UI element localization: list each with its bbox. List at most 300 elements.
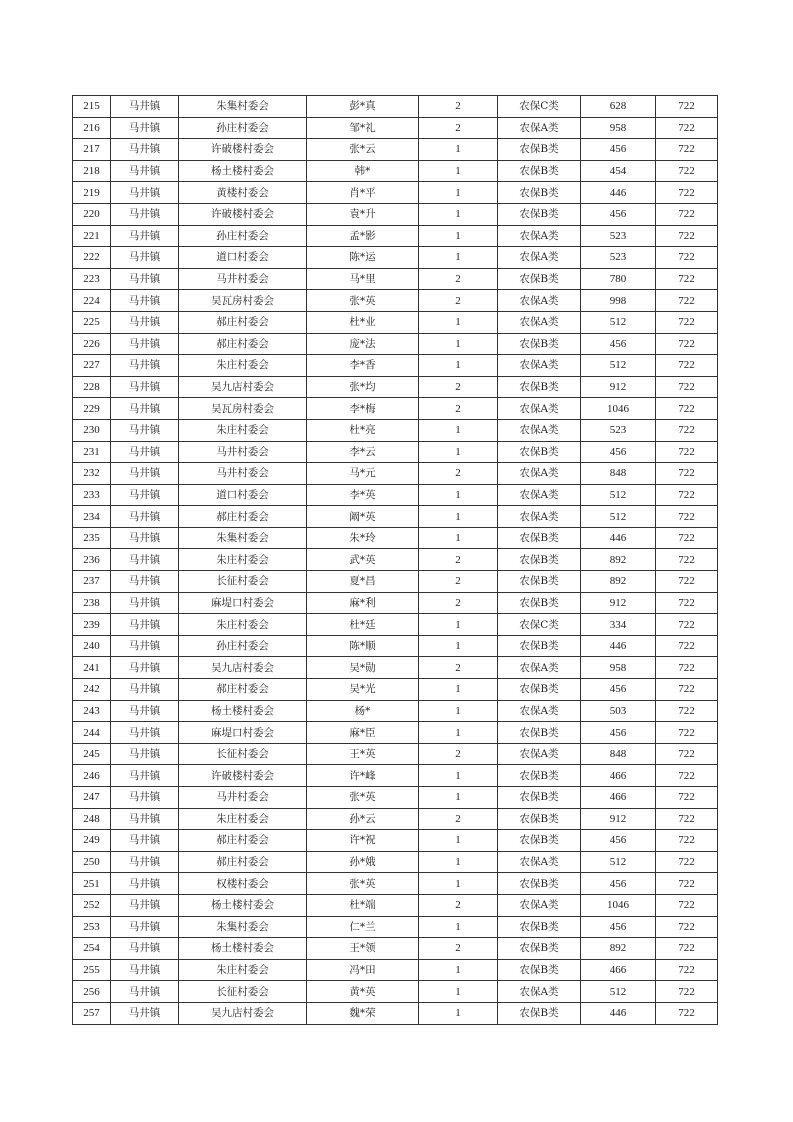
category-cell: 农保A类 — [498, 700, 581, 722]
category-cell: 农保B类 — [498, 549, 581, 571]
row-number-cell: 243 — [73, 700, 111, 722]
standard-cell: 722 — [656, 182, 718, 204]
amount-cell: 454 — [581, 160, 656, 182]
household-size-cell: 2 — [419, 463, 498, 485]
town-cell: 马井镇 — [111, 765, 179, 787]
name-cell: 夏*昌 — [307, 571, 419, 593]
name-cell: 袁*升 — [307, 203, 419, 225]
table-row — [73, 96, 718, 118]
town-cell: 马井镇 — [111, 743, 179, 765]
category-cell: 农保B类 — [498, 139, 581, 161]
amount-cell: 446 — [581, 527, 656, 549]
table-row — [73, 894, 718, 916]
category-cell: 农保B类 — [498, 722, 581, 744]
village-committee-cell: 郝庄村委会 — [179, 311, 307, 333]
standard-cell: 722 — [656, 592, 718, 614]
standard-cell: 722 — [656, 311, 718, 333]
village-committee-cell: 朱集村委会 — [179, 96, 307, 118]
village-committee-cell: 道口村委会 — [179, 247, 307, 269]
row-number-cell: 240 — [73, 635, 111, 657]
table-row — [73, 203, 718, 225]
village-committee-cell: 杨土楼村委会 — [179, 160, 307, 182]
town-cell: 马井镇 — [111, 722, 179, 744]
household-size-cell: 1 — [419, 959, 498, 981]
village-committee-cell: 吴九店村委会 — [179, 376, 307, 398]
amount-cell: 512 — [581, 484, 656, 506]
name-cell: 朱*玲 — [307, 527, 419, 549]
household-size-cell: 2 — [419, 571, 498, 593]
amount-cell: 512 — [581, 311, 656, 333]
name-cell: 韩* — [307, 160, 419, 182]
town-cell: 马井镇 — [111, 333, 179, 355]
standard-cell: 722 — [656, 549, 718, 571]
village-committee-cell: 杨土楼村委会 — [179, 700, 307, 722]
household-size-cell: 1 — [419, 247, 498, 269]
standard-cell: 722 — [656, 873, 718, 895]
household-size-cell: 1 — [419, 765, 498, 787]
standard-cell: 722 — [656, 376, 718, 398]
name-cell: 麻*利 — [307, 592, 419, 614]
village-committee-cell: 长征村委会 — [179, 743, 307, 765]
name-cell: 阚*英 — [307, 506, 419, 528]
row-number-cell: 242 — [73, 679, 111, 701]
table-row — [73, 419, 718, 441]
amount-cell: 512 — [581, 981, 656, 1003]
standard-cell: 722 — [656, 787, 718, 809]
town-cell: 马井镇 — [111, 571, 179, 593]
table-row — [73, 160, 718, 182]
row-number-cell: 224 — [73, 290, 111, 312]
town-cell: 马井镇 — [111, 311, 179, 333]
household-size-cell: 1 — [419, 851, 498, 873]
standard-cell: 722 — [656, 355, 718, 377]
household-size-cell: 2 — [419, 743, 498, 765]
row-number-cell: 257 — [73, 1002, 111, 1024]
amount-cell: 334 — [581, 614, 656, 636]
village-committee-cell: 朱集村委会 — [179, 916, 307, 938]
village-committee-cell: 孙庄村委会 — [179, 225, 307, 247]
amount-cell: 466 — [581, 765, 656, 787]
village-committee-cell: 朱庄村委会 — [179, 419, 307, 441]
table-row — [73, 938, 718, 960]
town-cell: 马井镇 — [111, 679, 179, 701]
household-size-cell: 1 — [419, 873, 498, 895]
beneficiary-table — [72, 95, 718, 1025]
row-number-cell: 254 — [73, 938, 111, 960]
name-cell: 王*领 — [307, 938, 419, 960]
category-cell: 农保A类 — [498, 117, 581, 139]
category-cell: 农保B类 — [498, 787, 581, 809]
table-row — [73, 117, 718, 139]
table-row — [73, 571, 718, 593]
category-cell: 农保B类 — [498, 635, 581, 657]
row-number-cell: 251 — [73, 873, 111, 895]
town-cell: 马井镇 — [111, 938, 179, 960]
category-cell: 农保A类 — [498, 355, 581, 377]
category-cell: 农保B类 — [498, 203, 581, 225]
amount-cell: 456 — [581, 333, 656, 355]
amount-cell: 456 — [581, 722, 656, 744]
household-size-cell: 1 — [419, 916, 498, 938]
name-cell: 杜*业 — [307, 311, 419, 333]
town-cell: 马井镇 — [111, 981, 179, 1003]
name-cell: 冯*田 — [307, 959, 419, 981]
table-row — [73, 268, 718, 290]
amount-cell: 456 — [581, 916, 656, 938]
town-cell: 马井镇 — [111, 506, 179, 528]
category-cell: 农保B类 — [498, 916, 581, 938]
category-cell: 农保A类 — [498, 290, 581, 312]
name-cell: 杨* — [307, 700, 419, 722]
village-committee-cell: 朱庄村委会 — [179, 614, 307, 636]
household-size-cell: 2 — [419, 398, 498, 420]
row-number-cell: 222 — [73, 247, 111, 269]
standard-cell: 722 — [656, 441, 718, 463]
standard-cell: 722 — [656, 203, 718, 225]
table-row — [73, 916, 718, 938]
standard-cell: 722 — [656, 743, 718, 765]
amount-cell: 456 — [581, 203, 656, 225]
name-cell: 庞*法 — [307, 333, 419, 355]
household-size-cell: 1 — [419, 722, 498, 744]
category-cell: 农保A类 — [498, 743, 581, 765]
town-cell: 马井镇 — [111, 484, 179, 506]
table-row — [73, 679, 718, 701]
household-size-cell: 1 — [419, 981, 498, 1003]
standard-cell: 722 — [656, 916, 718, 938]
amount-cell: 456 — [581, 679, 656, 701]
village-committee-cell: 孙庄村委会 — [179, 635, 307, 657]
village-committee-cell: 吴瓦房村委会 — [179, 398, 307, 420]
town-cell: 马井镇 — [111, 160, 179, 182]
household-size-cell: 1 — [419, 679, 498, 701]
table-body — [73, 96, 718, 1025]
row-number-cell: 221 — [73, 225, 111, 247]
household-size-cell: 1 — [419, 830, 498, 852]
table-row — [73, 247, 718, 269]
village-committee-cell: 郝庄村委会 — [179, 506, 307, 528]
table-row — [73, 139, 718, 161]
amount-cell: 628 — [581, 96, 656, 118]
amount-cell: 466 — [581, 787, 656, 809]
amount-cell: 892 — [581, 571, 656, 593]
town-cell: 马井镇 — [111, 894, 179, 916]
table-row — [73, 657, 718, 679]
town-cell: 马井镇 — [111, 851, 179, 873]
table-row — [73, 549, 718, 571]
household-size-cell: 1 — [419, 700, 498, 722]
row-number-cell: 217 — [73, 139, 111, 161]
table-row — [73, 290, 718, 312]
amount-cell: 456 — [581, 830, 656, 852]
amount-cell: 912 — [581, 592, 656, 614]
amount-cell: 446 — [581, 182, 656, 204]
row-number-cell: 239 — [73, 614, 111, 636]
village-committee-cell: 长征村委会 — [179, 981, 307, 1003]
household-size-cell: 1 — [419, 419, 498, 441]
village-committee-cell: 朱庄村委会 — [179, 959, 307, 981]
household-size-cell: 1 — [419, 1002, 498, 1024]
village-committee-cell: 朱集村委会 — [179, 527, 307, 549]
table-row — [73, 527, 718, 549]
category-cell: 农保A类 — [498, 225, 581, 247]
standard-cell: 722 — [656, 765, 718, 787]
household-size-cell: 2 — [419, 117, 498, 139]
town-cell: 马井镇 — [111, 1002, 179, 1024]
category-cell: 农保C类 — [498, 96, 581, 118]
name-cell: 张*英 — [307, 290, 419, 312]
name-cell: 王*英 — [307, 743, 419, 765]
standard-cell: 722 — [656, 700, 718, 722]
town-cell: 马井镇 — [111, 787, 179, 809]
category-cell: 农保A类 — [498, 398, 581, 420]
amount-cell: 523 — [581, 225, 656, 247]
town-cell: 马井镇 — [111, 419, 179, 441]
name-cell: 麻*臣 — [307, 722, 419, 744]
town-cell: 马井镇 — [111, 916, 179, 938]
standard-cell: 722 — [656, 419, 718, 441]
standard-cell: 722 — [656, 96, 718, 118]
village-committee-cell: 郝庄村委会 — [179, 830, 307, 852]
row-number-cell: 234 — [73, 506, 111, 528]
village-committee-cell: 孙庄村委会 — [179, 117, 307, 139]
row-number-cell: 219 — [73, 182, 111, 204]
name-cell: 李*云 — [307, 441, 419, 463]
household-size-cell: 2 — [419, 268, 498, 290]
standard-cell: 722 — [656, 614, 718, 636]
name-cell: 邹*礼 — [307, 117, 419, 139]
table-row — [73, 830, 718, 852]
row-number-cell: 215 — [73, 96, 111, 118]
table-row — [73, 635, 718, 657]
amount-cell: 912 — [581, 808, 656, 830]
village-committee-cell: 马井村委会 — [179, 441, 307, 463]
row-number-cell: 247 — [73, 787, 111, 809]
amount-cell: 998 — [581, 290, 656, 312]
town-cell: 马井镇 — [111, 290, 179, 312]
row-number-cell: 236 — [73, 549, 111, 571]
standard-cell: 722 — [656, 851, 718, 873]
amount-cell: 512 — [581, 506, 656, 528]
category-cell: 农保A类 — [498, 981, 581, 1003]
category-cell: 农保B类 — [498, 441, 581, 463]
standard-cell: 722 — [656, 808, 718, 830]
village-committee-cell: 马井村委会 — [179, 268, 307, 290]
table-row — [73, 311, 718, 333]
amount-cell: 892 — [581, 549, 656, 571]
amount-cell: 512 — [581, 355, 656, 377]
row-number-cell: 220 — [73, 203, 111, 225]
name-cell: 孙*云 — [307, 808, 419, 830]
village-committee-cell: 麻堤口村委会 — [179, 592, 307, 614]
household-size-cell: 1 — [419, 527, 498, 549]
name-cell: 张*英 — [307, 787, 419, 809]
category-cell: 农保A类 — [498, 506, 581, 528]
amount-cell: 780 — [581, 268, 656, 290]
standard-cell: 722 — [656, 679, 718, 701]
standard-cell: 722 — [656, 225, 718, 247]
town-cell: 马井镇 — [111, 182, 179, 204]
town-cell: 马井镇 — [111, 203, 179, 225]
town-cell: 马井镇 — [111, 700, 179, 722]
amount-cell: 446 — [581, 1002, 656, 1024]
category-cell: 农保B类 — [498, 938, 581, 960]
table-row — [73, 765, 718, 787]
household-size-cell: 2 — [419, 376, 498, 398]
town-cell: 马井镇 — [111, 635, 179, 657]
table-row — [73, 614, 718, 636]
row-number-cell: 256 — [73, 981, 111, 1003]
table-row — [73, 873, 718, 895]
table-row — [73, 398, 718, 420]
village-committee-cell: 朱庄村委会 — [179, 808, 307, 830]
village-committee-cell: 许破楼村委会 — [179, 139, 307, 161]
standard-cell: 722 — [656, 1002, 718, 1024]
category-cell: 农保A类 — [498, 484, 581, 506]
household-size-cell: 1 — [419, 333, 498, 355]
name-cell: 吴*勋 — [307, 657, 419, 679]
household-size-cell: 1 — [419, 225, 498, 247]
table-row — [73, 743, 718, 765]
household-size-cell: 1 — [419, 787, 498, 809]
standard-cell: 722 — [656, 398, 718, 420]
category-cell: 农保A类 — [498, 463, 581, 485]
household-size-cell: 1 — [419, 182, 498, 204]
name-cell: 魏*荣 — [307, 1002, 419, 1024]
amount-cell: 848 — [581, 743, 656, 765]
category-cell: 农保B类 — [498, 376, 581, 398]
amount-cell: 456 — [581, 139, 656, 161]
standard-cell: 722 — [656, 247, 718, 269]
row-number-cell: 248 — [73, 808, 111, 830]
table-row — [73, 355, 718, 377]
standard-cell: 722 — [656, 484, 718, 506]
amount-cell: 456 — [581, 441, 656, 463]
category-cell: 农保B类 — [498, 571, 581, 593]
table-row — [73, 592, 718, 614]
village-committee-cell: 杨土楼村委会 — [179, 894, 307, 916]
household-size-cell: 1 — [419, 441, 498, 463]
town-cell: 马井镇 — [111, 247, 179, 269]
amount-cell: 523 — [581, 419, 656, 441]
standard-cell: 722 — [656, 463, 718, 485]
household-size-cell: 2 — [419, 290, 498, 312]
town-cell: 马井镇 — [111, 527, 179, 549]
standard-cell: 722 — [656, 139, 718, 161]
name-cell: 张*英 — [307, 873, 419, 895]
village-committee-cell: 朱庄村委会 — [179, 549, 307, 571]
amount-cell: 523 — [581, 247, 656, 269]
row-number-cell: 255 — [73, 959, 111, 981]
row-number-cell: 228 — [73, 376, 111, 398]
village-committee-cell: 郝庄村委会 — [179, 333, 307, 355]
table-row — [73, 981, 718, 1003]
amount-cell: 958 — [581, 657, 656, 679]
standard-cell: 722 — [656, 333, 718, 355]
amount-cell: 1046 — [581, 894, 656, 916]
household-size-cell: 1 — [419, 139, 498, 161]
household-size-cell: 2 — [419, 894, 498, 916]
table-row — [73, 441, 718, 463]
table-row — [73, 225, 718, 247]
town-cell: 马井镇 — [111, 592, 179, 614]
category-cell: 农保A类 — [498, 419, 581, 441]
town-cell: 马井镇 — [111, 657, 179, 679]
standard-cell: 722 — [656, 506, 718, 528]
name-cell: 杜*廷 — [307, 614, 419, 636]
town-cell: 马井镇 — [111, 549, 179, 571]
household-size-cell: 2 — [419, 592, 498, 614]
name-cell: 吴*光 — [307, 679, 419, 701]
standard-cell: 722 — [656, 117, 718, 139]
table-row — [73, 376, 718, 398]
category-cell: 农保B类 — [498, 873, 581, 895]
town-cell: 马井镇 — [111, 139, 179, 161]
table-row — [73, 851, 718, 873]
amount-cell: 503 — [581, 700, 656, 722]
category-cell: 农保B类 — [498, 160, 581, 182]
household-size-cell: 2 — [419, 938, 498, 960]
standard-cell: 722 — [656, 635, 718, 657]
name-cell: 陈*顺 — [307, 635, 419, 657]
town-cell: 马井镇 — [111, 355, 179, 377]
amount-cell: 446 — [581, 635, 656, 657]
village-committee-cell: 黄楼村委会 — [179, 182, 307, 204]
row-number-cell: 216 — [73, 117, 111, 139]
amount-cell: 958 — [581, 117, 656, 139]
town-cell: 马井镇 — [111, 398, 179, 420]
name-cell: 张*均 — [307, 376, 419, 398]
village-committee-cell: 麻堤口村委会 — [179, 722, 307, 744]
table-row — [73, 463, 718, 485]
name-cell: 孙*娥 — [307, 851, 419, 873]
household-size-cell: 1 — [419, 506, 498, 528]
village-committee-cell: 吴瓦房村委会 — [179, 290, 307, 312]
village-committee-cell: 吴九店村委会 — [179, 657, 307, 679]
amount-cell: 912 — [581, 376, 656, 398]
row-number-cell: 238 — [73, 592, 111, 614]
village-committee-cell: 吴九店村委会 — [179, 1002, 307, 1024]
name-cell: 杜*端 — [307, 894, 419, 916]
standard-cell: 722 — [656, 830, 718, 852]
household-size-cell: 1 — [419, 484, 498, 506]
town-cell: 马井镇 — [111, 96, 179, 118]
village-committee-cell: 杨土楼村委会 — [179, 938, 307, 960]
table-row — [73, 808, 718, 830]
row-number-cell: 244 — [73, 722, 111, 744]
amount-cell: 466 — [581, 959, 656, 981]
village-committee-cell: 马井村委会 — [179, 463, 307, 485]
name-cell: 马*元 — [307, 463, 419, 485]
row-number-cell: 250 — [73, 851, 111, 873]
amount-cell: 848 — [581, 463, 656, 485]
standard-cell: 722 — [656, 268, 718, 290]
amount-cell: 1046 — [581, 398, 656, 420]
category-cell: 农保B类 — [498, 268, 581, 290]
row-number-cell: 246 — [73, 765, 111, 787]
standard-cell: 722 — [656, 981, 718, 1003]
household-size-cell: 2 — [419, 549, 498, 571]
row-number-cell: 245 — [73, 743, 111, 765]
town-cell: 马井镇 — [111, 463, 179, 485]
amount-cell: 892 — [581, 938, 656, 960]
table-row — [73, 722, 718, 744]
row-number-cell: 229 — [73, 398, 111, 420]
category-cell: 农保B类 — [498, 765, 581, 787]
household-size-cell: 1 — [419, 203, 498, 225]
town-cell: 马井镇 — [111, 441, 179, 463]
standard-cell: 722 — [656, 160, 718, 182]
